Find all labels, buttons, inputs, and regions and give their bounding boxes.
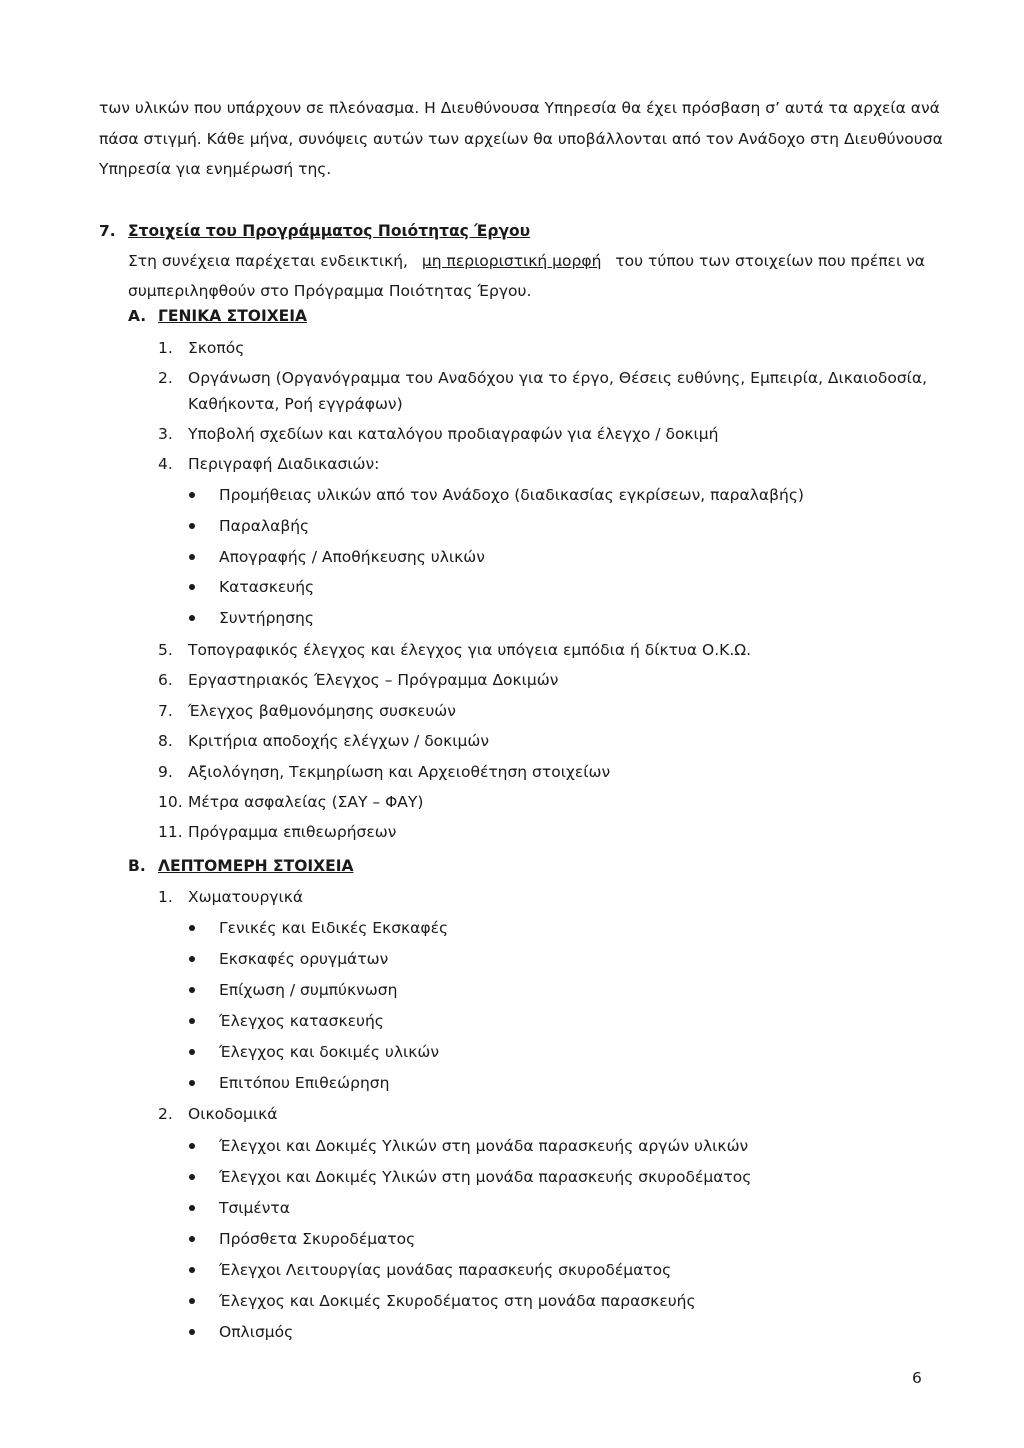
bullet-icon <box>189 1267 195 1273</box>
group-title: Χωματουργικά <box>188 888 304 906</box>
bullet-item: Απογραφής / Αποθήκευσης υλικών <box>219 548 485 566</box>
bullet-icon <box>189 925 195 931</box>
group-number: 1. <box>158 888 173 906</box>
list-item-number: 1. <box>158 339 173 357</box>
list-item-text: Υποβολή σχεδίων και καταλόγου προδιαγραφών για έλεγχο / δοκιμή <box>188 425 719 443</box>
bullet-icon <box>189 987 195 993</box>
list-item-text: Μέτρα ασφαλείας (ΣΑΥ – ΦΑΥ) <box>188 793 424 811</box>
bullet-item: Παραλαβής <box>219 517 310 535</box>
section-title: Στοιχεία του Προγράμματος Ποιότητας Έργου <box>128 222 531 240</box>
bullet-icon <box>189 1236 195 1242</box>
list-item-text: Κριτήρια αποδοχής ελέγχων / δοκιμών <box>188 732 490 750</box>
bullet-icon <box>189 492 195 498</box>
bullet-icon <box>189 1080 195 1086</box>
list-item-number: 5. <box>158 641 173 659</box>
list-item-text-continued: Καθήκοντα, Ροή εγγράφων) <box>188 395 403 413</box>
bullet-icon <box>189 523 195 529</box>
bullet-item: Έλεγχοι Λειτουργίας μονάδας παρασκευής σκυροδέματος <box>219 1261 672 1279</box>
part-b-letter: Β. <box>128 857 146 875</box>
bullet-item: Έλεγχος κατασκευής <box>219 1012 384 1030</box>
intro-line-2: πάσα στιγμή. Κάθε μήνα, συνόψεις αυτών των αρχείων θα υποβάλλονται από τον Ανάδοχο στη Διευθύνουσα <box>99 130 943 148</box>
group-title: Οικοδομικά <box>188 1105 278 1123</box>
bullet-icon <box>189 1143 195 1149</box>
bullet-item: Έλεγχοι και Δοκιμές Υλικών στη μονάδα παρασκευής σκυροδέματος <box>219 1168 752 1186</box>
list-item-number: 6. <box>158 671 173 689</box>
bullet-item: Τσιμέντα <box>219 1199 290 1217</box>
part-a-letter: A. <box>128 307 147 325</box>
bullet-item: Έλεγχος και Δοκιμές Σκυροδέματος στη μονάδα παρασκευής <box>219 1292 696 1310</box>
bullet-icon <box>189 584 195 590</box>
intro-line-1: των υλικών που υπάρχουν σε πλεόνασμα. Η Διευθύνουσα Υπηρεσία θα έχει πρόσβαση σ’ αυτά τα αρχεία ανά <box>99 99 940 117</box>
list-item-number: 9. <box>158 763 173 781</box>
bullet-icon <box>189 1174 195 1180</box>
paragraph-emphasis: μη περιοριστική μορφή <box>421 252 602 270</box>
list-item-number: 10. <box>158 793 183 811</box>
paragraph-text-b: του τύπου των στοιχείων που πρέπει να <box>615 252 925 270</box>
bullet-icon <box>189 615 195 621</box>
bullet-item: Γενικές και Ειδικές Εκσκαφές <box>219 919 449 937</box>
part-b-title: ΛΕΠΤΟΜΕΡΗ ΣΤΟΙΧΕΙΑ <box>158 857 354 875</box>
list-item-text: Σκοπός <box>188 339 245 357</box>
bullet-icon <box>189 1298 195 1304</box>
list-item-text: Έλεγχος βαθμονόμησης συσκευών <box>188 702 456 720</box>
list-item-number: 3. <box>158 425 173 443</box>
bullet-item: Οπλισμός <box>219 1323 294 1341</box>
bullet-item: Συντήρησης <box>219 609 314 627</box>
section-number: 7. <box>99 222 116 240</box>
list-item-number: 8. <box>158 732 173 750</box>
list-item-number: 11. <box>158 823 183 841</box>
bullet-item: Πρόσθετα Σκυροδέματος <box>219 1230 416 1248</box>
list-item-number: 2. <box>158 369 173 387</box>
group-number: 2. <box>158 1105 173 1123</box>
bullet-icon <box>189 1329 195 1335</box>
list-item-text: Αξιολόγηση, Τεκμηρίωση και Αρχειοθέτηση στοιχείων <box>188 763 611 781</box>
bullet-item: Εκσκαφές ορυγμάτων <box>219 950 389 968</box>
bullet-item: Επίχωση / συμπύκνωση <box>219 981 398 999</box>
bullet-item: Προμήθειας υλικών από τον Ανάδοχο (διαδικασίας εγκρίσεων, παραλαβής) <box>219 486 804 504</box>
bullet-icon <box>189 554 195 560</box>
list-item-text: Τοπογραφικός έλεγχος και έλεγχος για υπόγεια εμπόδια ή δίκτυα Ο.Κ.Ω. <box>188 641 752 659</box>
paragraph-text-a: Στη συνέχεια παρέχεται ενδεικτική, <box>128 252 408 270</box>
list-item-number: 4. <box>158 455 173 473</box>
list-item-text: Περιγραφή Διαδικασιών: <box>188 455 380 473</box>
bullet-icon <box>189 1018 195 1024</box>
intro-line-3: Υπηρεσία για ενημέρωσή της. <box>99 160 332 178</box>
bullet-item: Επιτόπου Επιθεώρηση <box>219 1074 390 1092</box>
list-item-text: Πρόγραμμα επιθεωρήσεων <box>188 823 397 841</box>
section-paragraph-line-1 <box>128 251 925 271</box>
list-item-text: Οργάνωση (Οργανόγραμμα του Αναδόχου για το έργο, Θέσεις ευθύνης, Εμπειρία, Δικαιοδοσία, <box>188 369 928 387</box>
list-item-text: Εργαστηριακός Έλεγχος – Πρόγραμμα Δοκιμών <box>188 671 559 689</box>
section-paragraph-line-2: συμπεριληφθούν στο Πρόγραμμα Ποιότητας Έργου. <box>128 282 532 300</box>
bullet-icon <box>189 1205 195 1211</box>
part-a-title: ΓΕΝΙΚΑ ΣΤΟΙΧΕΙΑ <box>158 307 308 325</box>
bullet-item: Κατασκευής <box>219 578 315 596</box>
bullet-icon <box>189 1049 195 1055</box>
page-number: 6 <box>912 1369 922 1387</box>
bullet-item: Έλεγχοι και Δοκιμές Υλικών στη μονάδα παρασκευής αργών υλικών <box>219 1137 749 1155</box>
bullet-icon <box>189 956 195 962</box>
list-item-number: 7. <box>158 702 173 720</box>
bullet-item: Έλεγχος και δοκιμές υλικών <box>219 1043 440 1061</box>
